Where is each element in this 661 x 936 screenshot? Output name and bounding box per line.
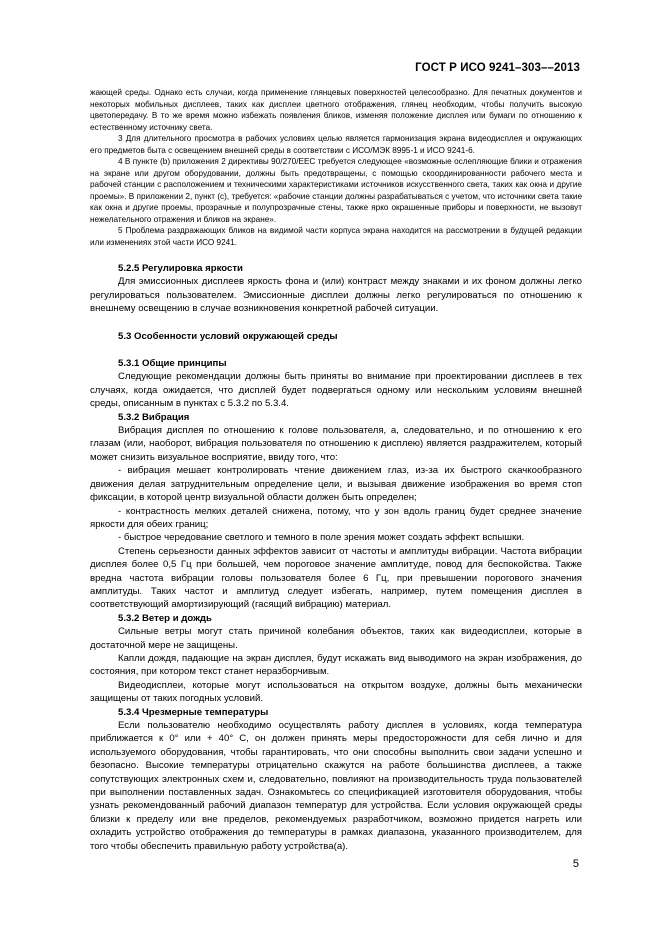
section-heading: 5.3.1 Общие принципы — [118, 358, 227, 370]
section-5-3-2-vibration — [90, 411, 582, 612]
list-item: - контрастность мелких деталей снижена, потому, что у зон вдоль границ будет среднее значение яркости для обеих границ; — [90, 505, 582, 530]
note-continuation: жающей среды. Однако есть случаи, когда применение глянцевых поверхностей целесообразно. Для печатных документов и некоторых мобильных дисплеев, таких как дисплеи цветного отображения, глянец необходим, чтобы получить высокую цветопередачу. В то же время можно избежать появления бликов, изменяя положение дисплея или бумаги по отношению к естественному источнику света. — [90, 88, 582, 132]
document-header: ГОСТ Р ИСО 9241–303––2013 — [415, 62, 580, 74]
list-item: - вибрация мешает контролировать чтение движением глаз, из-за их быстрого скачкообразного движения делая затруднительным определение цели, и вызывая движение изображения во время стоп фиксации, в которой центр визуальной области должен быть определен; — [90, 465, 582, 504]
paragraph: Капли дождя, падающие на экран дисплея, будут искажать вид выводимого на экран изображения, до состояния, при котором текст станет неразборчивым. — [90, 652, 582, 678]
section-5-3-1 — [90, 357, 582, 411]
section-heading: 5.2.5 Регулировка яркости — [118, 263, 243, 274]
paragraph: Сильные ветры могут стать причиной колебания объектов, таких как видеодисплеи, которые в достаточной мере не защищены. — [90, 626, 582, 651]
page-number: 5 — [572, 858, 579, 870]
paragraph: Если пользователю необходимо осуществлять работу дисплея в условиях, когда температура приближается к 0° или + 40° С, он должен принять меры предосторожности для себя лично и для используемого оборудования, чтобы гарантировать, что они способны выполнить свои задачи успешно и безопасно. Высокие температуры отрицательно скажутся на работе большинства дисплеев, а также сопутствующих электронных схем и, следовательно, повлияют на производительность труда пользователей при выполнении поставленных задач. Ознакомьтесь со спецификацией изготовителя оборудования, чтобы узнать рекомендованный рабочий диапазон температур для устройства. Если условия окружающей среды близки к пределу или вне пределов, рекомендуемых разработчиком, возможно придется нагреть или охладить устройство отображения до температуры в рамках диапазона, указанного производителем, для того чтобы обеспечить правильную работу устройства(а). — [90, 720, 582, 852]
section-heading: 5.3.4 Чрезмерные температуры — [118, 706, 269, 718]
note-3: 3 Для длительного просмотра в рабочих условиях целью является гармонизация экрана видеодисплея и окружающих его предметов быта с освещением внешней среды в соответствии с ИСО/МЭК 8995-1 и ИСО 9241-6. — [90, 134, 582, 155]
list-item: - быстрое чередование светлого и темного в поле зрения может создать эффект вспышки. — [118, 532, 525, 544]
paragraph: Для эмиссионных дисплеев яркость фона и (или) контраст между знаками и их фоном должны легко регулироваться пользователем. Эмиссионные дисплеи должны легко регулироваться по отношению к внешнему освещению в случае возникновения конкретной рабочей ситуации. — [90, 276, 582, 315]
section-5-3 — [90, 330, 582, 343]
section-heading: 5.3.2 Ветер и дождь — [118, 612, 212, 624]
note-5: 5 Проблема раздражающих бликов на видимой части корпуса экрана находится на рассмотрении в будущей редакции или изменениях этой части ИСО 9241. — [90, 226, 582, 247]
page-content — [90, 87, 582, 853]
section-heading: 5.3 Особенности условий окружающей среды — [118, 330, 338, 342]
section-5-3-2-wind-rain — [90, 612, 582, 706]
paragraph: Степень серьезности данных эффектов зависит от частоты и амплитуды вибрации. Частота вибрации дисплея более 0,5 Гц при большей, чем пороговое значение амплитуде, повод для беспокойства. Также вредна частота вибрации головы пользователя более 6 Гц, при превышении порогового значения амплитуды. Таких частот и амплитуд следует избегать, например, путем помещения дисплея в соответствующий амортизирующий (гасящий вибрацию) материал. — [90, 545, 582, 611]
paragraph: Видеодисплеи, которые могут использоваться на открытом воздухе, должны быть механически защищены от таких погодных условий. — [90, 679, 582, 705]
section-heading: 5.3.2 Вибрация — [118, 411, 190, 423]
paragraph: Следующие рекомендации должны быть приняты во внимание при проектировании дисплеев в тех случаях, когда ожидается, что дисплей будет подвергаться одному или нескольким условиям внешней среды, описанным в пунктах с 5.3.2 по 5.3.4. — [90, 371, 582, 410]
section-5-2-5 — [90, 262, 582, 316]
section-5-3-4 — [90, 706, 582, 853]
notes-block — [90, 87, 582, 248]
note-4: 4 В пункте (b) приложения 2 директивы 90/270/ЕЕС требуется следующее «возможные ослепляющие блики и отражения на экране или другом оборудовании, должны быть предотвращены, с помощью скоординированности рабочего места и рабочей станции с расположением и техническими характеристиками источников искусственного света, таких как окна и другие проемы». В приложении 2, пункт (с), требуется: «рабочие станции должны разрабатываться с учетом, что источники света такие как окна и другие проемы, прозрачные и полупрозрачные стены, также ярко окрашенные приборы и поверхности, не вызовут нежелательного отражения и бликов на экране». — [90, 157, 582, 224]
paragraph: Вибрация дисплея по отношению к голове пользователя, а, следовательно, и по отношению к его глазам (или, наоборот, вибрация пользователя по отношению к дисплею) является раздражителем, который может снизить визуальное восприятие, ввиду того, что: — [90, 425, 582, 463]
